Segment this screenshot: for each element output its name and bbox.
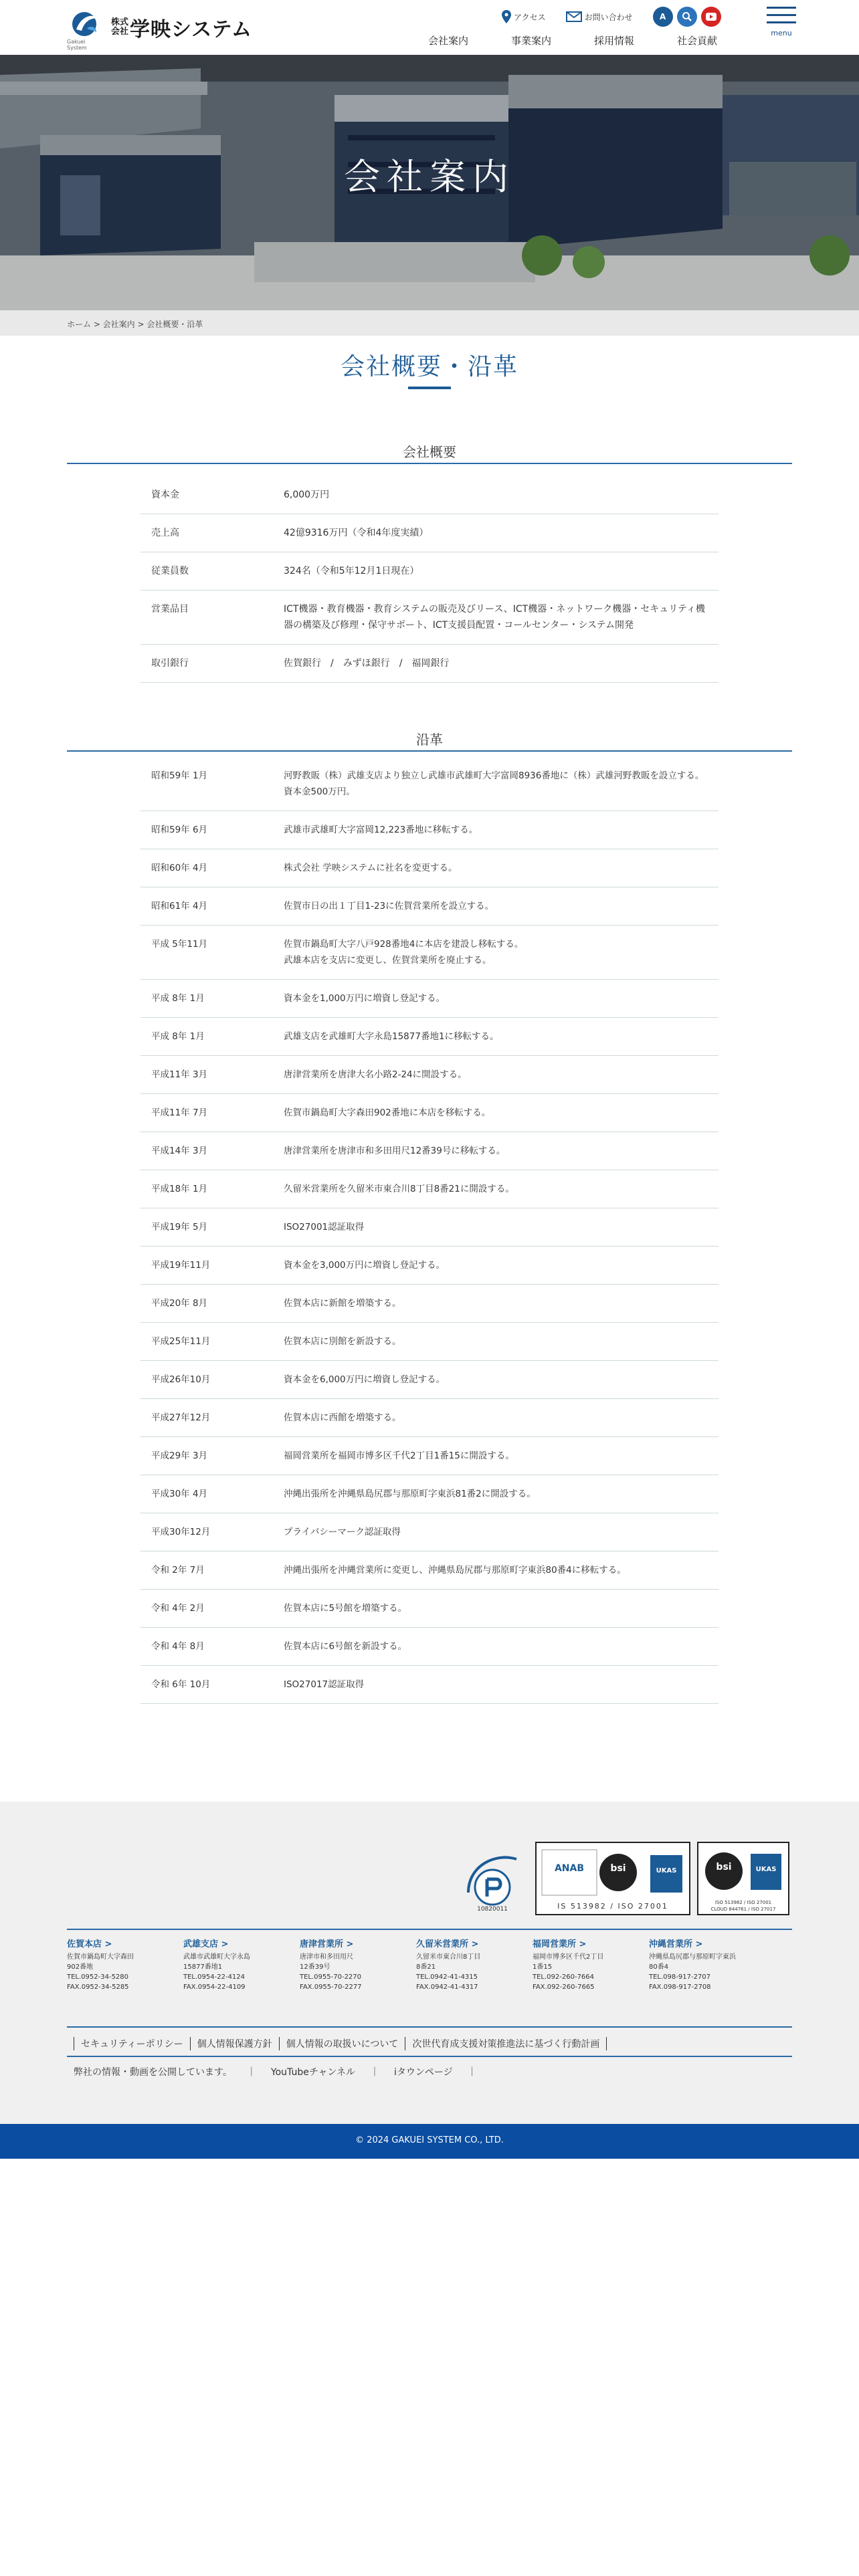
row-label: 平成 5年11月 [140, 926, 284, 980]
contact-link[interactable] [566, 11, 633, 23]
row-label: 平成18年 1月 [140, 1170, 284, 1208]
logo-sub-text: Gakuei System [67, 39, 87, 51]
nav-business[interactable]: 事業案内 [511, 35, 552, 47]
row-label: 昭和61年 4月 [140, 887, 284, 926]
row-value: 佐賀銀行 / みずほ銀行 / 福岡銀行 [284, 645, 719, 683]
row-label: 平成20年 8月 [140, 1285, 284, 1323]
table-row [140, 811, 719, 849]
separator: ｜ [467, 2067, 477, 2078]
office-link[interactable]: 福岡営業所 > [533, 1939, 587, 1949]
map-pin-icon [502, 10, 511, 23]
office-link[interactable]: 久留米営業所 > [416, 1939, 479, 1949]
table-row [140, 1132, 719, 1170]
youtube-icon [706, 13, 717, 21]
table-row [140, 1551, 719, 1590]
table-row [140, 1056, 719, 1094]
security-policy-link[interactable]: セキュリティーポリシー [74, 2037, 190, 2050]
row-label: 平成25年11月 [140, 1323, 284, 1361]
row-value: 唐津営業所を唐津大名小路2-24に開設する。 [284, 1056, 719, 1094]
copyright-bar [0, 2124, 859, 2159]
table-row [140, 1285, 719, 1323]
office-saga [67, 1939, 183, 1992]
row-value: 324名（令和5年12月1日現在） [284, 552, 719, 591]
history-table [140, 757, 719, 1704]
row-value: 佐賀市鍋島町大字森田902番地に本店を移転する。 [284, 1094, 719, 1132]
bsi-logo-text: bsi [610, 1863, 626, 1874]
row-label: 令和 6年 10月 [140, 1666, 284, 1704]
itownpage-link[interactable]: iタウンページ [393, 2067, 453, 2078]
action-plan-link[interactable]: 次世代育成支援対策推進法に基づく行動計画 [405, 2037, 607, 2050]
row-label: 平成14年 3月 [140, 1132, 284, 1170]
bsi-logo-text: bsi [716, 1862, 732, 1872]
row-value: 42億9316万円（令和4年度実績） [284, 514, 719, 552]
table-row [140, 1513, 719, 1551]
row-label: 平成19年11月 [140, 1247, 284, 1285]
copyright-text: © 2024 GAKUEI SYSTEM CO., LTD. [355, 2135, 504, 2145]
iso-certificate-number: IS 513982 / ISO 27001 [557, 1902, 668, 1911]
nav-social[interactable]: 社会貢献 [677, 35, 718, 47]
office-address: 佐賀市鍋島町大字森田 902番地 TEL.0952-34-5280 FAX.0952-34-5285 [67, 1953, 134, 1991]
main-nav [428, 33, 760, 47]
row-label: 売上高 [140, 514, 284, 552]
row-label: 昭和59年 6月 [140, 811, 284, 849]
access-link[interactable] [502, 10, 546, 23]
social-links [74, 2065, 492, 2078]
office-address: 福岡市博多区千代2丁目 1番15 TEL.092-260-7664 FAX.092-260-7665 [533, 1953, 604, 1991]
row-value: 佐賀本店に新館を増築する。 [284, 1285, 719, 1323]
table-row [140, 887, 719, 926]
row-label: 平成27年12月 [140, 1399, 284, 1437]
ukas-logo-text: UKAS [755, 1866, 777, 1873]
table-row [140, 591, 719, 645]
row-label: 令和 4年 2月 [140, 1590, 284, 1628]
social-lead: 弊社の情報・動画を公開しています。 [74, 2067, 232, 2078]
office-link[interactable]: 佐賀本店 > [67, 1939, 112, 1949]
table-row [140, 1437, 719, 1475]
row-value: 佐賀市日の出１丁目1-23に佐賀営業所を設立する。 [284, 887, 719, 926]
row-value: 佐賀市鍋島町大字八戸928番地4に本店を建設し移転する。 武雄本店を支店に変更し、佐賀営業所を廃止する。 [284, 926, 719, 980]
row-value: 河野教販（株）武雄支店より独立し武雄市武雄町大字富岡8936番地に（株）武雄河野教販を設立する。資本金500万円。 [284, 757, 719, 811]
table-row [140, 1247, 719, 1285]
row-label: 平成30年 4月 [140, 1475, 284, 1513]
row-label: 昭和59年 1月 [140, 757, 284, 811]
row-label: 取引銀行 [140, 645, 284, 683]
menu-label: menu [771, 29, 792, 37]
overview-divider [67, 463, 792, 464]
row-label: 平成26年10月 [140, 1361, 284, 1399]
menu-button[interactable] [767, 7, 796, 37]
separator: ｜ [369, 2067, 379, 2078]
office-link[interactable]: 沖縄営業所 > [649, 1939, 703, 1949]
row-value: 資本金を3,000万円に増資し登記する。 [284, 1247, 719, 1285]
logo-kabushiki: 株式会社 [111, 17, 129, 37]
offices-divider [67, 1929, 792, 1930]
table-row [140, 1094, 719, 1132]
table-row [140, 926, 719, 980]
utility-links [502, 7, 725, 27]
privacy-mark-number: 10820011 [477, 1906, 508, 1913]
nav-company[interactable]: 会社案内 [428, 35, 469, 47]
office-takeo [183, 1939, 300, 1992]
table-row [140, 1208, 719, 1247]
row-value: 久留米営業所を久留米市東合川8丁目8番21に開設する。 [284, 1170, 719, 1208]
row-value: 武雄支店を武雄町大字永島15877番地1に移転する。 [284, 1018, 719, 1056]
row-label: 平成19年 5月 [140, 1208, 284, 1247]
row-value: ISO27001認証取得 [284, 1208, 719, 1247]
policy-divider-bottom [67, 2056, 792, 2057]
nav-recruit[interactable]: 採用情報 [594, 35, 635, 47]
row-value: 株式会社 学映システムに社名を変更する。 [284, 849, 719, 887]
row-label: 昭和60年 4月 [140, 849, 284, 887]
iso-certificate-number: ISO 513982 / ISO 27001 CLOUD 844761 / ISO 27017 [710, 1900, 776, 1912]
table-row [140, 1170, 719, 1208]
site-header [0, 0, 859, 55]
row-label: 平成11年 3月 [140, 1056, 284, 1094]
logo-company-name: 学映システム [130, 18, 252, 41]
history-heading: 沿革 [416, 732, 443, 748]
row-label: 平成11年 7月 [140, 1094, 284, 1132]
ukas-logo-text: UKAS [656, 1867, 677, 1874]
iso-27017-certificate [697, 1842, 789, 1915]
hero-banner [0, 55, 859, 310]
policy-links [74, 2037, 607, 2050]
table-row [140, 757, 719, 811]
hero-title: 会社案内 [344, 156, 515, 198]
table-row [140, 980, 719, 1018]
row-label: 平成 8年 1月 [140, 1018, 284, 1056]
anab-logo-text: ANAB [554, 1863, 585, 1874]
row-label: 平成30年12月 [140, 1513, 284, 1551]
row-value: 資本金を6,000万円に増資し登記する。 [284, 1361, 719, 1399]
row-label: 令和 4年 8月 [140, 1628, 284, 1666]
office-address: 唐津市和多田用尺 12番39号 TEL.0955-70-2270 FAX.0955-70-2277 [300, 1953, 362, 1991]
row-value: 佐賀本店に西館を増築する。 [284, 1399, 719, 1437]
contact-label: お問い合わせ [584, 12, 633, 22]
title-underline [408, 387, 451, 389]
office-okinawa [649, 1939, 765, 1992]
certification-logos [462, 1835, 789, 1915]
row-value: 武雄市武雄町大字富岡12,223番地に移転する。 [284, 811, 719, 849]
youtube-button[interactable] [701, 7, 721, 27]
access-label: アクセス [514, 12, 546, 22]
office-link[interactable]: 武雄支店 > [183, 1939, 229, 1949]
table-row [140, 476, 719, 514]
history-divider [67, 750, 792, 752]
policy-divider-top [67, 2026, 792, 2028]
row-value: 資本金を1,000万円に増資し登記する。 [284, 980, 719, 1018]
row-label: 平成29年 3月 [140, 1437, 284, 1475]
youtube-channel-link[interactable]: YouTubeチャンネル [270, 2067, 355, 2078]
overview-table [140, 476, 719, 683]
row-label: 営業品目 [140, 591, 284, 645]
table-row [140, 1399, 719, 1437]
row-value: 福岡営業所を福岡市博多区千代2丁目1番15に開設する。 [284, 1437, 719, 1475]
row-value: プライバシーマーク認証取得 [284, 1513, 719, 1551]
font-size-button[interactable] [653, 7, 673, 27]
table-row [140, 849, 719, 887]
privacy-policy-link[interactable]: 個人情報保護方針 [190, 2037, 279, 2050]
page-title: 会社概要・沿革 [340, 353, 518, 381]
iso-27001-certificate [535, 1842, 690, 1915]
table-row [140, 552, 719, 591]
row-value: 唐津営業所を唐津市和多田用尺12番39号に移転する。 [284, 1132, 719, 1170]
row-value: ISO27017認証取得 [284, 1666, 719, 1704]
row-value: 6,000万円 [284, 476, 719, 514]
office-kurume [416, 1939, 533, 1992]
site-logo[interactable] [67, 9, 252, 51]
table-row [140, 1323, 719, 1361]
personal-info-link[interactable]: 個人情報の取扱いについて [279, 2037, 405, 2050]
search-icon [682, 11, 692, 22]
office-address: 久留米市東合川8丁目 8番21 TEL.0942-41-4315 FAX.0942-41-4317 [416, 1953, 481, 1991]
separator: ｜ [246, 2067, 256, 2078]
table-row [140, 1590, 719, 1628]
row-value: ICT機器・教育機器・教育システムの販売及びリース、ICT機器・ネットワーク機器・セキュリティ機器の構築及び修理・保守サポート、ICT支援員配置・コールセンター・システム開発 [284, 591, 719, 645]
breadcrumb[interactable]: ホーム > 会社案内 > 会社概要・沿革 [67, 320, 203, 329]
hamburger-icon [767, 7, 796, 9]
row-value: 佐賀本店に別館を新設する。 [284, 1323, 719, 1361]
gakuei-logo-icon [67, 9, 107, 51]
overview-heading: 会社概要 [403, 444, 456, 460]
table-row [140, 514, 719, 552]
office-address: 武雄市武雄町大字永島 15877番地1 TEL.0954-22-4124 FAX.0954-22-4109 [183, 1953, 250, 1991]
row-value: 佐賀本店に6号館を新設する。 [284, 1628, 719, 1666]
row-label: 従業員数 [140, 552, 284, 591]
font-size-label: A [660, 12, 666, 21]
search-button[interactable] [677, 7, 697, 27]
row-value: 佐賀本店に5号館を増築する。 [284, 1590, 719, 1628]
office-karatsu [300, 1939, 416, 1992]
row-value: 沖縄出張所を沖縄県島尻郡与那原町字東浜81番2に開設する。 [284, 1475, 719, 1513]
office-fukuoka [533, 1939, 649, 1992]
row-label: 令和 2年 7月 [140, 1551, 284, 1590]
office-list [67, 1939, 792, 1992]
row-label: 資本金 [140, 476, 284, 514]
row-label: 平成 8年 1月 [140, 980, 284, 1018]
office-address: 沖縄県島尻郡与那原町字東浜 80番4 TEL.098-917-2707 FAX.098-917-2708 [649, 1953, 736, 1991]
table-row [140, 645, 719, 683]
table-row [140, 1361, 719, 1399]
table-row [140, 1628, 719, 1666]
table-row [140, 1475, 719, 1513]
table-row [140, 1018, 719, 1056]
breadcrumb-bar [0, 310, 859, 336]
table-row [140, 1666, 719, 1704]
office-link[interactable]: 唐津営業所 > [300, 1939, 354, 1949]
mail-icon [566, 11, 582, 22]
row-value: 沖縄出張所を沖縄営業所に変更し、沖縄県島尻郡与那原町字東浜80番4に移転する。 [284, 1551, 719, 1590]
privacy-mark-icon [462, 1846, 523, 1915]
